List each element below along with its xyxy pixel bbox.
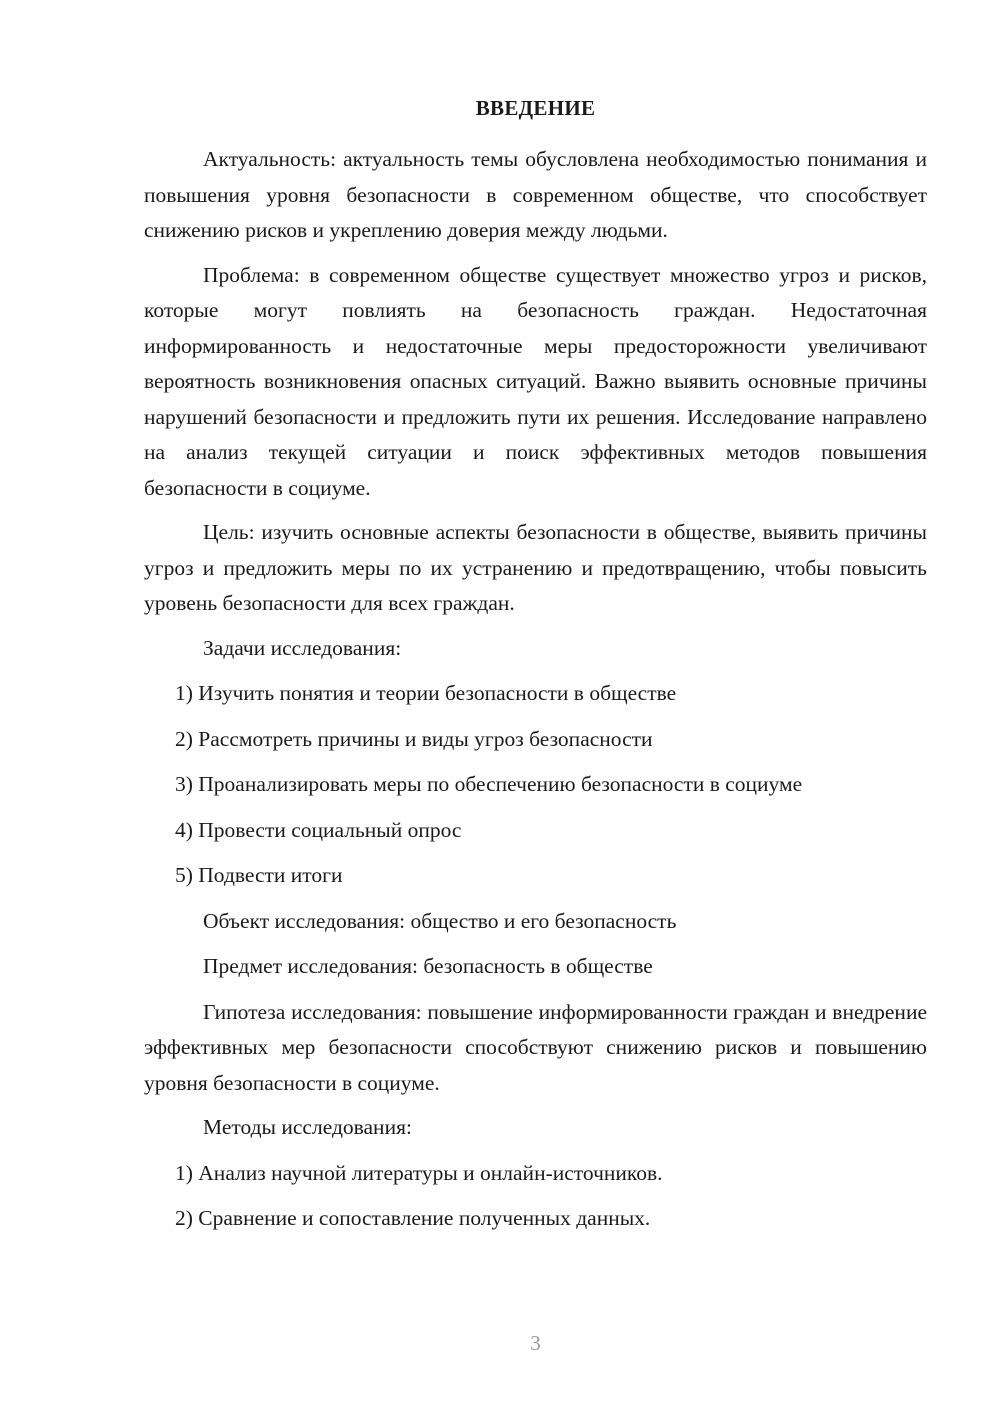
list-item: 1) Анализ научной литературы и онлайн-источников. (175, 1160, 663, 1185)
list-item: 3) Проанализировать меры по обеспечению безопасности в социуме (175, 772, 803, 796)
object-paragraph: Объект исследования: общество и его безопасность (203, 908, 677, 933)
subject-paragraph: Предмет исследования: безопасность в обществе (203, 954, 653, 978)
hypothesis-paragraph: Гипотеза исследования: повышение информированности граждан и внедрение эффективных мер безопасности способствуют снижению рисков и повышению уровня безопасности в социуме. (144, 999, 927, 1095)
tasks-heading: Задачи исследования: (203, 635, 402, 660)
list-item: 1) Изучить понятия и теории безопасности в обществе (175, 681, 677, 705)
problem-paragraph: Проблема: в современном обществе существует множество угроз и рисков, которые могут повлиять на безопасность граждан. Недостаточная информированность и недостаточные меры предосторожности увеличивают вероятность возникновения опасных ситуаций. Важно выявить основные причины нарушений безопасности и предложить пути их решения. Исследование направлено на анализ текущей ситуации и поиск эффективных методов повышения безопасности в социуме. (144, 262, 927, 500)
document-body (144, 142, 927, 1247)
list-item: 5) Подвести итоги (175, 863, 343, 887)
list-item: 2) Сравнение и сопоставление полученных данных. (175, 1206, 651, 1230)
goal-paragraph: Цель: изучить основные аспекты безопасности в обществе, выявить причины угроз и предложить меры по их устранению и предотвращению, чтобы повысить уровень безопасности для всех граждан. (144, 520, 927, 615)
list-item: 4) Провести социальный опрос (175, 817, 462, 842)
methods-heading: Методы исследования: (203, 1115, 412, 1139)
tasks-list (144, 676, 927, 894)
methods-list (144, 1156, 927, 1237)
page-title: ВВЕДЕНИЕ (475, 96, 596, 120)
list-item: 2) Рассмотреть причины и виды угроз безопасности (175, 726, 653, 751)
document-page (144, 0, 927, 1414)
page-number: 3 (530, 1331, 541, 1355)
relevance-paragraph: Актуальность: актуальность темы обусловлена необходимостью понимания и повышения уровня безопасности в современном обществе, что способствует снижению рисков и укреплению доверия между людьми. (144, 147, 927, 242)
